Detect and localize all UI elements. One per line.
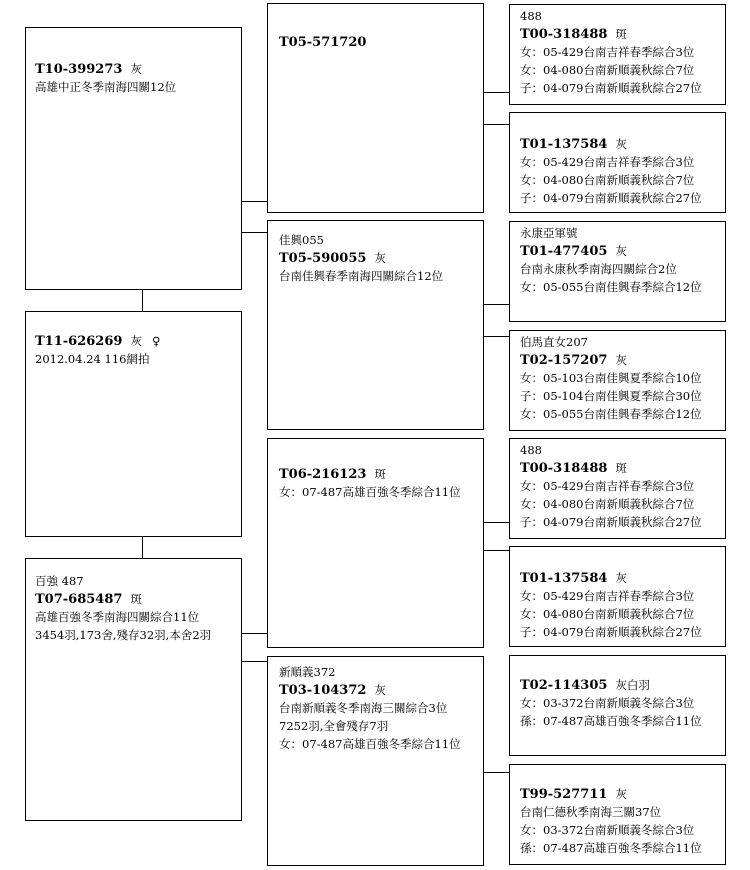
pedigree-box-ddd bbox=[509, 764, 726, 865]
connector-line bbox=[483, 550, 509, 551]
record-line: 子：04-079台南新順義秋綜合27位 bbox=[520, 625, 702, 639]
record-line: 子：04-079台南新順義秋綜合27位 bbox=[520, 191, 702, 205]
record-line: 女：05-429台南吉祥春季綜合3位 bbox=[520, 155, 695, 169]
record-line: 子：04-079台南新順義秋綜合27位 bbox=[520, 515, 702, 529]
record-line: 女：04-080台南新順義秋綜合7位 bbox=[520, 497, 695, 511]
pigeon-note: 百強 487 bbox=[35, 574, 84, 588]
color-label: 灰 bbox=[130, 62, 142, 76]
color-label: 斑 bbox=[130, 592, 142, 606]
color-label: 灰 bbox=[374, 683, 386, 697]
connector-line bbox=[241, 232, 267, 233]
ring-number: T03-104372 bbox=[279, 683, 367, 698]
ring-number: T06-216123 bbox=[279, 467, 367, 482]
color-label: 灰 bbox=[615, 137, 627, 151]
ring-number: T05-590055 bbox=[279, 251, 367, 266]
pedigree-box-dam bbox=[25, 558, 242, 821]
record-line: 女：07-487高雄百強冬季綜合11位 bbox=[279, 737, 461, 751]
color-label: 斑 bbox=[374, 467, 386, 481]
connector-line bbox=[483, 92, 509, 93]
connector-line bbox=[483, 522, 509, 523]
pedigree-box-sds bbox=[509, 221, 726, 322]
connector-line bbox=[241, 661, 267, 662]
color-label: 灰 bbox=[615, 244, 627, 258]
pedigree-box-dds bbox=[509, 655, 726, 756]
pigeon-note: 永康亞軍號 bbox=[520, 226, 578, 240]
color-label: 灰 bbox=[615, 787, 627, 801]
record-line: 高雄中正冬季南海四關12位 bbox=[35, 80, 177, 94]
record-line: 女：05-055台南佳興春季綜合12位 bbox=[520, 280, 702, 294]
record-line: 女：04-080台南新順義秋綜合7位 bbox=[520, 607, 695, 621]
pedigree-box-dam-dam bbox=[267, 656, 484, 866]
color-label: 斑 bbox=[615, 461, 627, 475]
ring-number: T01-137584 bbox=[520, 137, 608, 152]
connector-line bbox=[483, 304, 509, 305]
connector-line bbox=[142, 536, 143, 558]
ring-number: T00-318488 bbox=[520, 461, 608, 476]
record-line: 女：05-429台南吉祥春季綜合3位 bbox=[520, 479, 695, 493]
record-line: 女：03-372台南新順義冬綜合3位 bbox=[520, 696, 695, 710]
ring-number: T99-527711 bbox=[520, 787, 608, 802]
color-label: 灰 bbox=[374, 251, 386, 265]
pedigree-box-sire bbox=[25, 27, 242, 290]
ring-number: T07-685487 bbox=[35, 592, 123, 607]
record-line: 女：05-429台南吉祥春季綜合3位 bbox=[520, 45, 695, 59]
ring-number: T00-318488 bbox=[520, 27, 608, 42]
pedigree-box-sire-sire bbox=[267, 3, 484, 213]
pedigree-box-dam-sire bbox=[267, 438, 484, 648]
record-line: 2012.04.24 116網拍 bbox=[35, 352, 150, 366]
record-line: 台南新順義冬季南海三關綜合3位 bbox=[279, 701, 448, 715]
color-label: 灰 bbox=[615, 571, 627, 585]
color-label: 斑 bbox=[615, 27, 627, 41]
record-line: 女：07-487高雄百強冬季綜合11位 bbox=[279, 485, 461, 499]
ring-number: T11-626269 bbox=[35, 334, 123, 349]
connector-line bbox=[142, 289, 143, 311]
pedigree-box-dss bbox=[509, 438, 726, 539]
pigeon-note: 新順義372 bbox=[279, 665, 336, 679]
record-line: 女：04-080台南新順義秋綜合7位 bbox=[520, 63, 695, 77]
record-line: 女：05-429台南吉祥春季綜合3位 bbox=[520, 589, 695, 603]
pedigree-box-sire-dam bbox=[267, 220, 484, 430]
pedigree-box-dsd bbox=[509, 546, 726, 647]
color-label: 灰 bbox=[130, 334, 142, 348]
pigeon-note: 488 bbox=[520, 9, 542, 23]
record-line: 女：05-055台南佳興春季綜合12位 bbox=[520, 407, 702, 421]
female-symbol: ♀ bbox=[151, 334, 161, 348]
connector-line bbox=[241, 633, 267, 634]
record-line: 子：05-104台南佳興夏季綜合30位 bbox=[520, 389, 702, 403]
record-line: 台南永康秋季南海四關綜合2位 bbox=[520, 262, 677, 276]
pigeon-note: 488 bbox=[520, 443, 542, 457]
record-line: 高雄百強冬季南海四關綜合11位 bbox=[35, 610, 200, 624]
ring-number: T02-114305 bbox=[520, 678, 608, 693]
pigeon-note: 伯馬直女207 bbox=[520, 335, 588, 349]
record-line: 台南佳興春季南海四關綜合12位 bbox=[279, 269, 444, 283]
record-line: 女：03-372台南新順義冬綜合3位 bbox=[520, 823, 695, 837]
connector-line bbox=[483, 772, 509, 773]
record-line: 女：04-080台南新順義秋綜合7位 bbox=[520, 173, 695, 187]
connector-line bbox=[483, 336, 509, 337]
color-label: 灰 bbox=[615, 353, 627, 367]
ring-number: T02-157207 bbox=[520, 353, 608, 368]
pedigree-box-ssd bbox=[509, 112, 726, 213]
ring-number: T01-137584 bbox=[520, 571, 608, 586]
pigeon-note: 佳興055 bbox=[279, 233, 324, 247]
pedigree-box-sdd bbox=[509, 330, 726, 431]
ring-number: T01-477405 bbox=[520, 244, 608, 259]
record-line: 孫：07-487高雄百強冬季綜合11位 bbox=[520, 841, 702, 855]
record-line: 3454羽,173舍,殘存32羽,本舍2羽 bbox=[35, 628, 212, 642]
record-line: 女：05-103台南佳興夏季綜合10位 bbox=[520, 371, 702, 385]
ring-number: T05-571720 bbox=[279, 35, 367, 50]
pedigree-box-sss bbox=[509, 4, 726, 105]
ring-number: T10-399273 bbox=[35, 62, 123, 77]
pedigree-box-subject bbox=[25, 311, 242, 537]
connector-line bbox=[483, 124, 509, 125]
record-line: 台南仁德秋季南海三關37位 bbox=[520, 805, 662, 819]
connector-line bbox=[241, 201, 267, 202]
record-line: 子：04-079台南新順義秋綜合27位 bbox=[520, 81, 702, 95]
color-label: 灰白羽 bbox=[615, 678, 650, 692]
record-line: 7252羽,全會殘存7羽 bbox=[279, 719, 389, 733]
record-line: 孫：07-487高雄百強冬季綜合11位 bbox=[520, 714, 702, 728]
